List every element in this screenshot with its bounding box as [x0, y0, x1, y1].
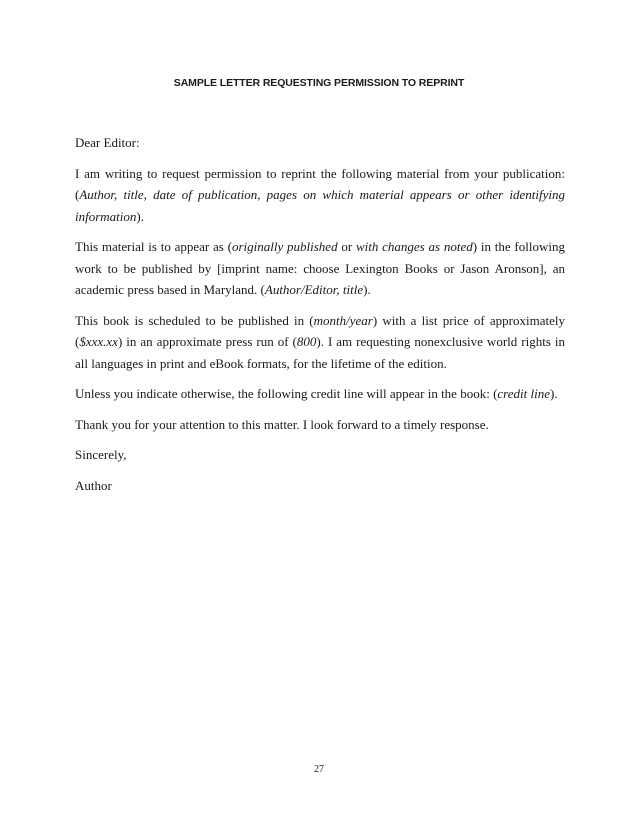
- paragraph-publication-text-2: or: [337, 239, 356, 254]
- paragraph-publication-text-1: This material is to appear as (: [75, 239, 232, 254]
- placeholder-credit-line: credit line: [497, 386, 550, 401]
- paragraph-thanks: Thank you for your attention to this matter. I look forward to a timely response.: [75, 416, 489, 432]
- closing: Sincerely,: [75, 447, 127, 462]
- paragraph-publication-end: ).: [363, 282, 371, 297]
- paragraph-publication-text-3: ) in the following work to be published by [imprint name: choose Lexington Books or Jason Aronson], an academic press based in Maryland. (: [75, 239, 565, 297]
- paragraph-publication: [75, 236, 565, 301]
- salutation: Dear Editor:: [75, 135, 140, 150]
- placeholder-originally-published: originally published: [231, 239, 338, 254]
- page-number: 27: [314, 764, 324, 775]
- paragraph-request-placeholder: Author, title, date of publication, pages on which material appears or other identifying information: [75, 187, 565, 224]
- paragraph-schedule-text-3: ) in an approximate press run of (: [117, 334, 297, 349]
- paragraph-schedule: [75, 310, 565, 375]
- letter-title: SAMPLE LETTER REQUESTING PERMISSION TO REPRINT: [173, 77, 465, 89]
- paragraph-credit-line: [75, 383, 565, 405]
- placeholder-month-year: month/year: [313, 312, 373, 328]
- paragraph-request-text: I am writing to request permission to reprint the following material from your publication: (: [75, 165, 565, 202]
- placeholder-with-changes: with changes as noted: [355, 239, 473, 254]
- letter-body: [75, 132, 565, 505]
- paragraph-request-end: ).: [136, 208, 144, 224]
- paragraph-credit-end: ).: [550, 386, 558, 401]
- paragraph-schedule-text-1: This book is scheduled to be published in (: [75, 312, 314, 328]
- signature: Author: [75, 477, 112, 493]
- placeholder-press-run: 800: [296, 334, 317, 349]
- paragraph-credit-text: Unless you indicate otherwise, the following credit line will appear in the book: (: [75, 386, 498, 401]
- paragraph-schedule-text-2: ) with a list price of approximately (: [75, 312, 565, 349]
- placeholder-price: $xxx.xx: [79, 334, 118, 349]
- paragraph-schedule-text-4: ). I am requesting nonexclusive world rights in all languages in print and eBook formats, for the lifetime of the edition.: [75, 334, 565, 371]
- paragraph-request: [75, 163, 565, 228]
- placeholder-author-editor: Author/Editor, title: [264, 282, 364, 297]
